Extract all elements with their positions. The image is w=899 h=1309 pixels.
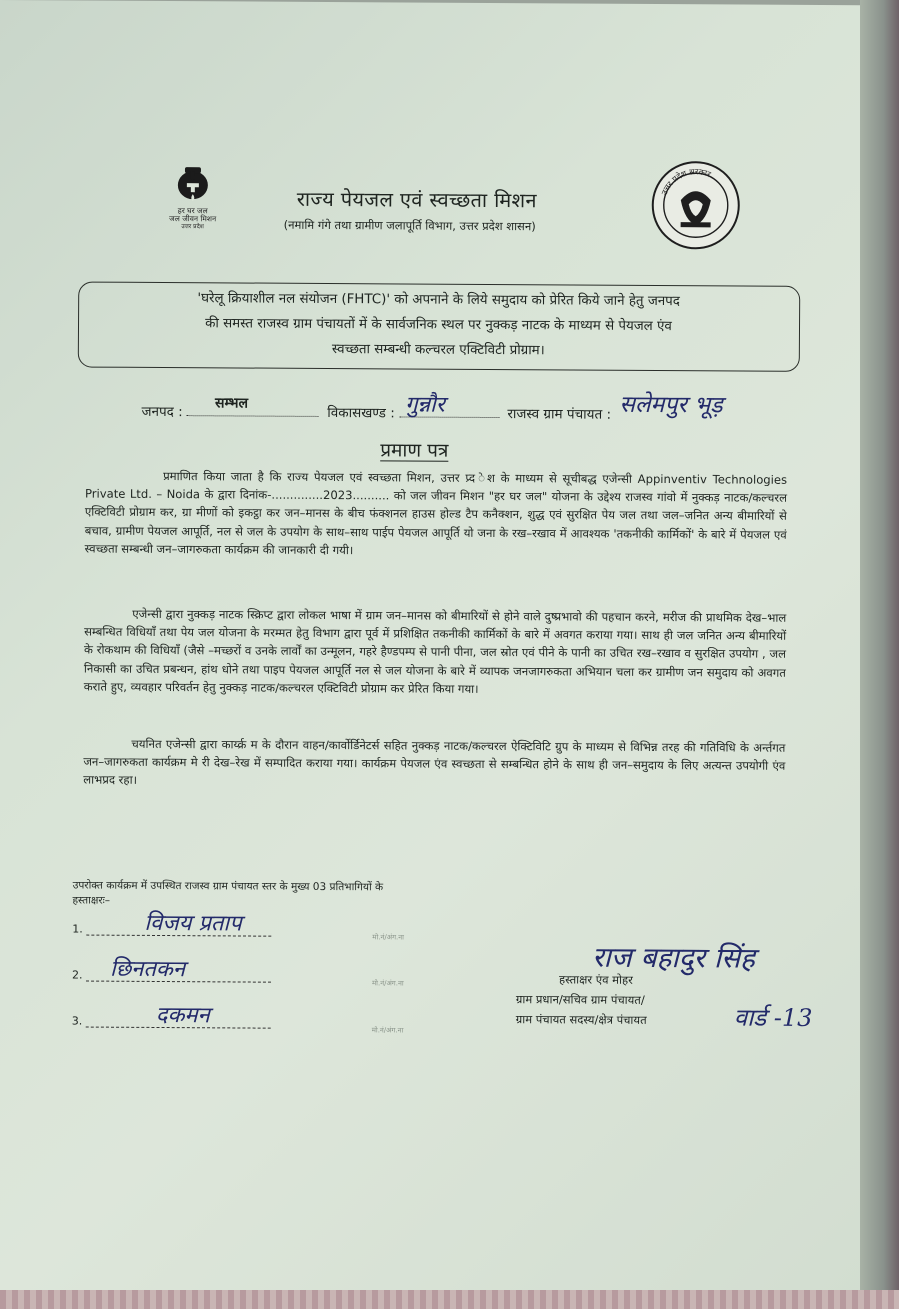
paragraph-1: प्रमाणित किया जाता है कि राज्य पेयजल एवं स्वच्छता मिशन, उत्तर प्र्द ेश के माध्यम से सूचीबद्ध एजेन्सी Appinventiv Technologies Private Ltd. – Noida के द्वारा दिनांक-..............2023.......... को जल जीवन मिशन "हर घर जल" योजना के उद्देश्य राजस्व गांवो में नुक्कड़ नाटक/कल्चरल एक्टिविटी प्रोग्राम कर, ग्रा मीणों को इकट्ठा कर जन–मानस के बीच फंक्शनल हाउस होल्ड टैप कनैक्शन, शुद्ध एवं सुरक्षित पेय जल तथा जल–जनित अन्य बीमारियों से बचाव, ग्रामीण पेयजल आपूर्ति, नल से जल के उपयोग के साथ–साथ पाईप पेयजल आपूर्ति यो जना के रख–रखाव में आवश्यक 'तकनीकी कार्मिकों' के बारे में पेयजल एवं स्वच्छता सम्बन्धी जन–जागरुकता कार्यक्रम की जानकारी दी गयी। [84,469,788,557]
participant-note: मो.नं/अंग.ना [372,933,404,942]
panchayat-label: राजस्व ग्राम पंचायत : [507,406,612,423]
signatory-label-1: हस्ताक्षर एंव मोहर [558,972,633,987]
logo-line-3: उत्तर प्रदेश [181,223,204,231]
signatory-label-2: ग्राम प्रधान/सचिव ग्राम पंचायत/ [515,992,645,1007]
participant-signature: विजय प्रताप [144,910,242,937]
janpad-label: जनपद : [141,403,183,421]
program-line-2: की समस्त राजस्व ग्राम पंचायतों में के सार्वजनिक स्थल पर नुक्कड़ नाटक के माध्यम से पेयजल एंव [205,316,672,335]
logo-line-2: जल जीवन मिशन [169,214,217,224]
participant-sign-line [86,1002,271,1029]
ward-number: वार्ड -13 [733,1003,813,1032]
participant-num: 1 [72,922,80,936]
participant-sign-line [86,956,271,983]
program-description [86,286,791,365]
vikaskhand-field [399,392,499,418]
participant-sign-line [86,910,271,937]
participant-num: 3 [71,1014,79,1028]
har-ghar-jal-logo [157,163,229,241]
cloth-background-strip [0,1290,899,1309]
janpad-field [187,395,319,417]
pradhan-signature: राज बहादुर सिंह [592,940,756,975]
participants-intro-2: हस्ताक्षरः– [72,894,111,907]
program-line-3: स्वच्छता सम्बन्धी कल्चरल एक्टिविटी प्रोग्राम। [331,342,545,359]
participant-signature: दकमन [155,1002,210,1029]
signatory-label-3: ग्राम पंचायत सदस्य/क्षेत्र पंचायत [515,1012,647,1027]
janpad-value: सम्भल [214,395,249,412]
vikaskhand-value: गुन्नौर [405,392,445,418]
participants-intro: उपरोक्त कार्यक्रम में उपस्थित राजस्व ग्राम पंचायत स्तर के मुख्य 03 प्रतिभागियों के [72,879,384,894]
participant-row: 2. छिनतकन [72,966,271,982]
paragraph-3: चयनित एजेन्सी द्वारा कार्य्क्र म के दौरान वाहन/कार्वोर्डिनेटर्स सहित नुक्कड़ नाटक/कल्चरल ऐक्टिविटि ग्रुप के माध्यम से विभिन्न तरह की गतिविधि के अर्न्तगत जन–जागरुकता कार्यक्रम मे री देख–रेख में सम्पादित कराया गया। कार्यक्रम पेयजल एंव स्वच्छता से सम्बन्धित होने के साथ ही जन–समुदाय के लिए अत्यन्त उपयोगी एंव लाभप्रद रहा। [83,736,786,788]
up-government-emblem [650,160,741,251]
page-edge-shadow [860,0,899,1309]
participant-signature: छिनतकन [110,956,186,983]
vikaskhand-label: विकासखण्ड : [327,405,395,422]
program-line-1: 'घरेलू क्रियाशील नल संयोजन (FHTC)' को अपनाने के लिये समुदाय को प्रेरित किये जाने हेतु जनपद [197,291,680,310]
participant-row: 1. विजय प्रताप [72,920,271,936]
water-tap-icon [175,163,211,203]
paragraph-2: एजेन्सी द्वारा नुक्कड़ नाटक स्क्रिप्ट द्वारा लोकल भाषा में ग्राम जन–मानस को बीमारियों से होने वाले दुष्प्रभावो की पहचान करने, मरीज की प्राथमिक देख–भाल सम्बन्धित विधियॉं तथा पेय जल योजना के मरम्मत हेतु विभाग द्वारा पूर्व में प्रशिक्षित तकनीकी कार्मिकों के बारे में अवगत कराया गया। साथ ही जल जनित अन्य बीमारियों के रोकथाम की विधियॉं (जैसे –मच्छरों व उनके लार्वों का उन्मूलन, गहरे हैण्डपम्प से पानी पीना, जल स्रोत एवं पीने के पानी का उचित रख–रखाव व सुरक्षित उपयोग , जल निकासी का उचित प्रबन्धन, हांथ धोने तथा पाइप पेयजल आपूर्ति नल से जल योजना के बारे में व्यापक जनजागरुकता अभियान चला कर ग्रामीण जन समुदाय को अवगत कराते हुए, व्यवहार परिवर्तन हेतु नुक्कड़ नाटक/कल्चरल एक्टिविटी प्रोग्राम कर प्रेरित किया गया। [83,606,787,696]
participant-num: 2 [72,968,80,982]
mission-subtitle: (नमामि गंगे तथा ग्रामीण जलापूर्ति विभाग, उत्तर प्रदेश शासन) [283,217,536,234]
panchayat-field [615,391,765,420]
participant-row: 3. दकमन [72,1012,271,1028]
participant-note: मो.नं/अंग.ना [371,979,404,988]
emblem-text: उत्तर प्रदेश सरकार [659,167,713,197]
panchayat-value: सलेमपुर भूड़ [619,391,723,419]
logo-line-1: हर घर जल [177,206,208,216]
location-fields [141,391,881,434]
participant-note: मो.नं/अंग.ना [371,1026,404,1035]
mission-title: राज्य पेयजल एवं स्वच्छता मिशन [296,186,537,213]
certificate-title: प्रमाण पत्र [380,439,449,462]
